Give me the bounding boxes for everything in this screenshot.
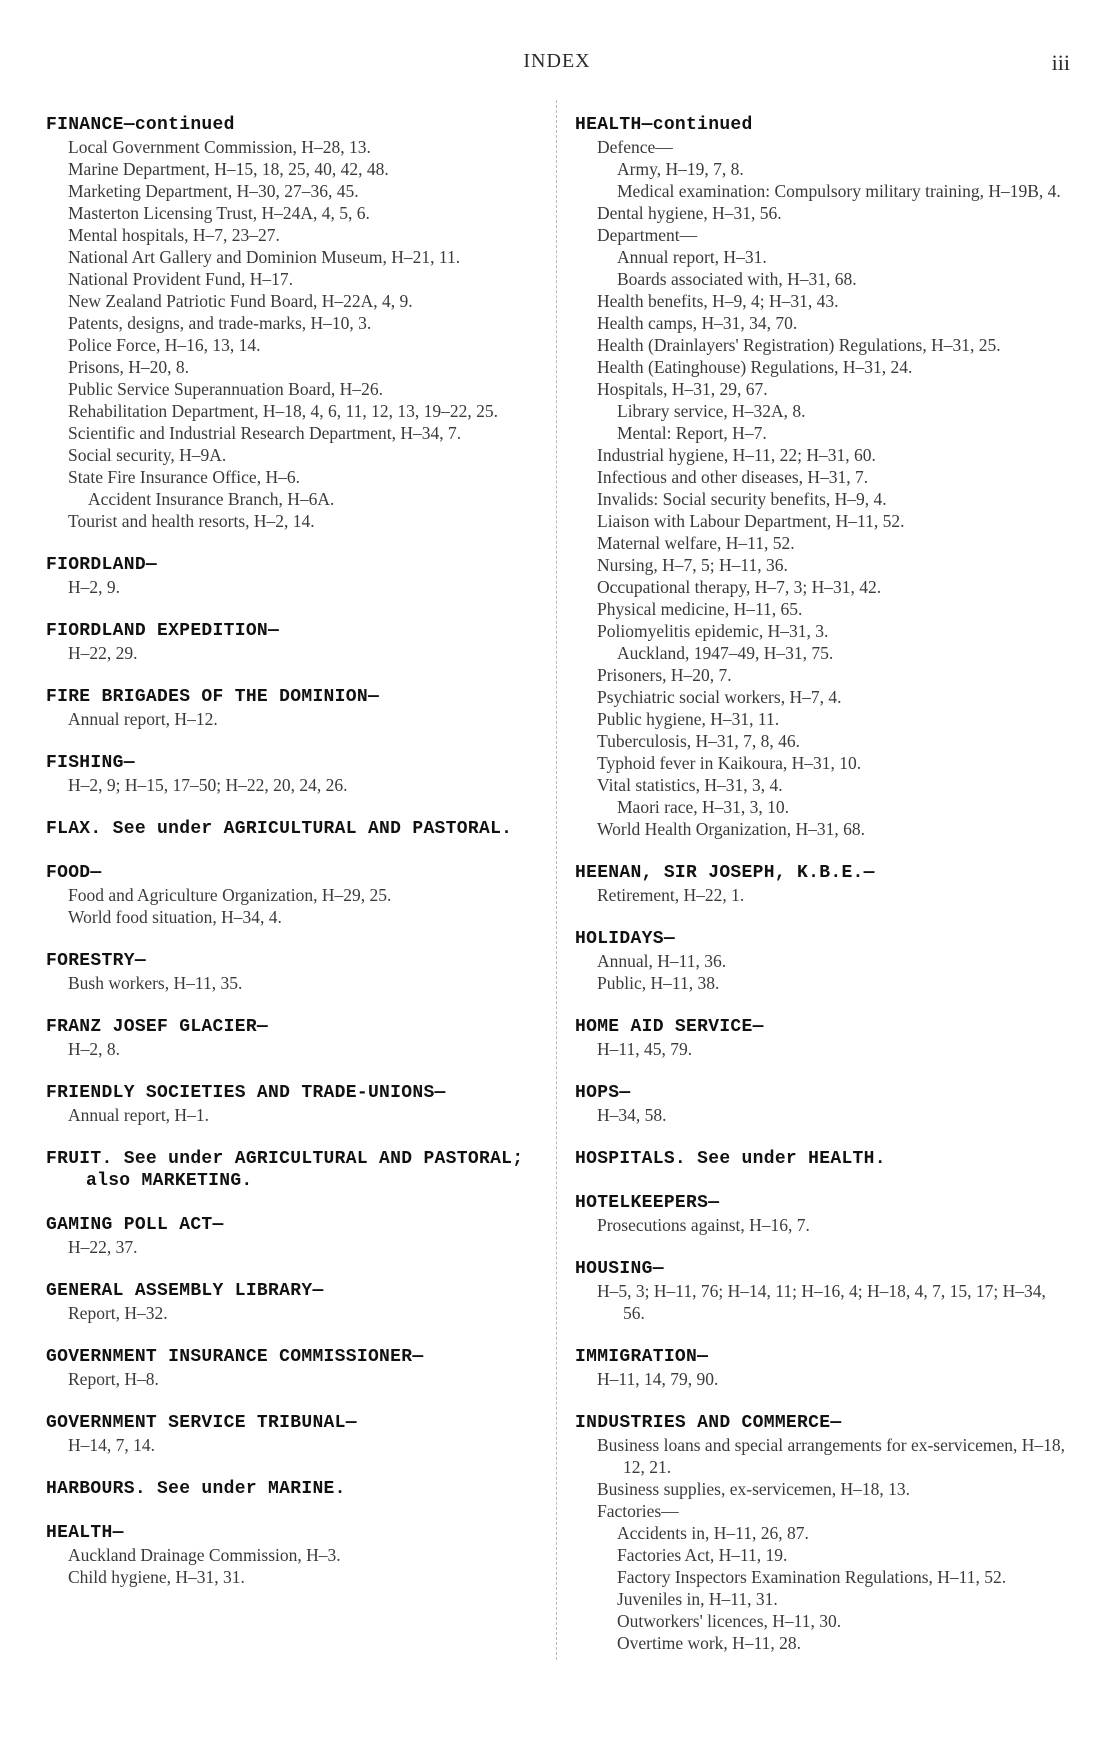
index-entry: Scientific and Industrial Research Department, H–34, 7. <box>68 423 462 443</box>
index-entry: Social security, H–9A. <box>68 445 227 465</box>
index-heading: INDUSTRIES AND COMMERCE— <box>575 1413 842 1433</box>
index-entry: Annual, H–11, 36. <box>597 951 727 971</box>
index-heading: GOVERNMENT SERVICE TRIBUNAL— <box>46 1413 357 1433</box>
index-entry: Poliomyelitis epidemic, H–31, 3. <box>597 621 829 641</box>
index-entry: World food situation, H–34, 4. <box>68 907 282 927</box>
index-entry: H–22, 29. <box>68 643 138 663</box>
index-entry: Patents, designs, and trade-marks, H–10, 3. <box>68 313 372 333</box>
index-entry: Mental hospitals, H–7, 23–27. <box>68 225 280 245</box>
index-section <box>575 1258 1065 1324</box>
index-entry: Tuberculosis, H–31, 7, 8, 46. <box>597 731 801 751</box>
index-section <box>46 620 536 664</box>
index-section <box>46 1082 536 1126</box>
index-heading: HEALTH— <box>46 1523 124 1543</box>
index-section <box>46 1214 536 1258</box>
index-entry: Bush workers, H–11, 35. <box>68 973 243 993</box>
index-entry: Food and Agriculture Organization, H–29, 25. <box>68 885 392 905</box>
index-heading: HOUSING— <box>575 1259 664 1279</box>
index-entry: Public Service Superannuation Board, H–26. <box>68 379 383 399</box>
index-heading: FIORDLAND— <box>46 555 158 575</box>
index-entry: Occupational therapy, H–7, 3; H–31, 42. <box>597 577 882 597</box>
page-number: iii <box>1051 50 1070 75</box>
index-subentry: Army, H–19, 7, 8. <box>617 159 744 179</box>
index-entry: Invalids: Social security benefits, H–9, 4. <box>597 489 887 509</box>
left-column <box>46 114 536 1588</box>
index-entry: Public hygiene, H–31, 11. <box>597 709 780 729</box>
index-entry: Report, H–8. <box>68 1369 159 1389</box>
index-entry: H–14, 7, 14. <box>68 1435 156 1455</box>
index-subentry: Auckland, 1947–49, H–31, 75. <box>617 643 834 663</box>
index-entry: Child hygiene, H–31, 31. <box>68 1567 245 1587</box>
index-heading: HOTELKEEPERS— <box>575 1193 720 1213</box>
index-section <box>575 1082 1065 1126</box>
index-entry: Prisoners, H–20, 7. <box>597 665 732 685</box>
index-entry: Annual report, H–1. <box>68 1105 209 1125</box>
index-entry: Local Government Commission, H–28, 13. <box>68 137 371 157</box>
index-heading: HOME AID SERVICE— <box>575 1017 764 1037</box>
index-entry: Typhoid fever in Kaikoura, H–31, 10. <box>597 753 862 773</box>
index-entry: Police Force, H–16, 13, 14. <box>68 335 261 355</box>
index-entry: Health camps, H–31, 34, 70. <box>597 313 798 333</box>
index-entry: Dental hygiene, H–31, 56. <box>597 203 782 223</box>
index-heading: FORESTRY— <box>46 951 146 971</box>
index-section <box>46 1280 536 1324</box>
index-entry: Rehabilitation Department, H–18, 4, 6, 11, 12, 13, 19–22, 25. <box>68 401 498 421</box>
index-heading: FLAX. See under AGRICULTURAL AND PASTORAL. <box>46 819 513 839</box>
index-section <box>46 686 536 730</box>
index-entry: H–2, 9; H–15, 17–50; H–22, 20, 24, 26. <box>68 775 348 795</box>
index-entry: Liaison with Labour Department, H–11, 52. <box>597 511 905 531</box>
index-entry: H–2, 9. <box>68 577 121 597</box>
index-entry: Psychiatric social workers, H–7, 4. <box>597 687 842 707</box>
index-section <box>46 1412 536 1456</box>
index-entry: Health (Drainlayers' Registration) Regulations, H–31, 25. <box>597 335 1001 355</box>
index-entry: Business loans and special arrangements for ex-servicemen, H–18, 12, 21. <box>597 1435 1065 1477</box>
index-entry: Nursing, H–7, 5; H–11, 36. <box>597 555 788 575</box>
index-heading: GAMING POLL ACT— <box>46 1215 224 1235</box>
index-heading: FIORDLAND EXPEDITION— <box>46 621 280 641</box>
index-section <box>575 1148 1065 1170</box>
page-header <box>0 48 1114 78</box>
index-entry: Marine Department, H–15, 18, 25, 40, 42, 48. <box>68 159 389 179</box>
index-subentry: Factories Act, H–11, 19. <box>617 1545 788 1565</box>
index-heading: FRUIT. See under AGRICULTURAL AND PASTORAL; also MARKETING. <box>46 1149 524 1191</box>
index-section <box>46 752 536 796</box>
index-entry: National Art Gallery and Dominion Museum, H–21, 11. <box>68 247 461 267</box>
index-subentry: Accident Insurance Branch, H–6A. <box>88 489 335 509</box>
index-entry: Infectious and other diseases, H–31, 7. <box>597 467 869 487</box>
index-heading: FINANCE—continued <box>46 115 235 135</box>
index-heading: GOVERNMENT INSURANCE COMMISSIONER— <box>46 1347 424 1367</box>
index-subentry: Factory Inspectors Examination Regulations, H–11, 52. <box>617 1567 1007 1587</box>
index-entry: Health (Eatinghouse) Regulations, H–31, 24. <box>597 357 913 377</box>
index-section <box>46 1346 536 1390</box>
index-subentry: Accidents in, H–11, 26, 87. <box>617 1523 809 1543</box>
index-entry: H–11, 14, 79, 90. <box>597 1369 719 1389</box>
index-entry: Department— <box>597 225 698 245</box>
index-section <box>46 114 536 532</box>
index-heading: FOOD— <box>46 863 102 883</box>
index-entry: Hospitals, H–31, 29, 67. <box>597 379 768 399</box>
index-heading: HOLIDAYS— <box>575 929 675 949</box>
index-heading: FRIENDLY SOCIETIES AND TRADE-UNIONS— <box>46 1083 446 1103</box>
index-entry: H–5, 3; H–11, 76; H–14, 11; H–16, 4; H–18, 4, 7, 15, 17; H–34, 56. <box>597 1281 1046 1323</box>
index-entry: Factories— <box>597 1501 679 1521</box>
index-section <box>46 1522 536 1588</box>
index-subentry: Boards associated with, H–31, 68. <box>617 269 857 289</box>
index-entry: Defence— <box>597 137 673 157</box>
index-section <box>575 1412 1065 1654</box>
index-entry: H–2, 8. <box>68 1039 121 1059</box>
index-subentry: Medical examination: Compulsory military training, H–19B, 4. <box>617 181 1061 201</box>
index-entry: Masterton Licensing Trust, H–24A, 4, 5, 6. <box>68 203 370 223</box>
index-entry: Marketing Department, H–30, 27–36, 45. <box>68 181 359 201</box>
index-entry: Public, H–11, 38. <box>597 973 720 993</box>
index-heading: HOPS— <box>575 1083 631 1103</box>
index-entry: H–22, 37. <box>68 1237 138 1257</box>
index-heading: HOSPITALS. See under HEALTH. <box>575 1149 886 1169</box>
index-entry: H–34, 58. <box>597 1105 667 1125</box>
index-entry: Maternal welfare, H–11, 52. <box>597 533 795 553</box>
index-entry: World Health Organization, H–31, 68. <box>597 819 866 839</box>
index-entry: New Zealand Patriotic Fund Board, H–22A, 4, 9. <box>68 291 413 311</box>
index-heading: HEENAN, SIR JOSEPH, K.B.E.— <box>575 863 875 883</box>
index-entry: Retirement, H–22, 1. <box>597 885 745 905</box>
index-section <box>575 1016 1065 1060</box>
index-entry: Vital statistics, H–31, 3, 4. <box>597 775 783 795</box>
index-entry: Prisons, H–20, 8. <box>68 357 190 377</box>
index-entry: National Provident Fund, H–17. <box>68 269 294 289</box>
index-section <box>46 950 536 994</box>
index-heading: HEALTH—continued <box>575 115 753 135</box>
index-entry: Health benefits, H–9, 4; H–31, 43. <box>597 291 839 311</box>
index-heading: IMMIGRATION— <box>575 1347 709 1367</box>
index-section <box>46 818 536 840</box>
index-section <box>575 1346 1065 1390</box>
index-entry: State Fire Insurance Office, H–6. <box>68 467 300 487</box>
index-section <box>46 1148 536 1192</box>
index-subentry: Annual report, H–31. <box>617 247 767 267</box>
index-subentry: Outworkers' licences, H–11, 30. <box>617 1611 842 1631</box>
page-title: INDEX <box>523 50 591 72</box>
index-heading: FISHING— <box>46 753 135 773</box>
index-section <box>575 862 1065 906</box>
index-section <box>46 554 536 598</box>
index-heading: FRANZ JOSEF GLACIER— <box>46 1017 269 1037</box>
index-section <box>575 114 1065 840</box>
index-subentry: Maori race, H–31, 3, 10. <box>617 797 790 817</box>
index-entry: Annual report, H–12. <box>68 709 218 729</box>
index-section <box>46 862 536 928</box>
index-entry: Auckland Drainage Commission, H–3. <box>68 1545 341 1565</box>
index-heading: HARBOURS. See under MARINE. <box>46 1479 346 1499</box>
index-section <box>46 1016 536 1060</box>
index-entry: Physical medicine, H–11, 65. <box>597 599 803 619</box>
right-column <box>575 114 1065 1654</box>
column-divider <box>556 100 557 1660</box>
index-section <box>46 1478 536 1500</box>
index-section <box>575 928 1065 994</box>
index-subentry: Overtime work, H–11, 28. <box>617 1633 802 1653</box>
index-entry: H–11, 45, 79. <box>597 1039 693 1059</box>
index-heading: FIRE BRIGADES OF THE DOMINION— <box>46 687 380 707</box>
index-heading: GENERAL ASSEMBLY LIBRARY— <box>46 1281 324 1301</box>
index-entry: Business supplies, ex-servicemen, H–18, 13. <box>597 1479 911 1499</box>
index-entry: Report, H–32. <box>68 1303 168 1323</box>
index-entry: Prosecutions against, H–16, 7. <box>597 1215 810 1235</box>
index-subentry: Library service, H–32A, 8. <box>617 401 806 421</box>
index-section <box>575 1192 1065 1236</box>
index-entry: Tourist and health resorts, H–2, 14. <box>68 511 315 531</box>
index-entry: Industrial hygiene, H–11, 22; H–31, 60. <box>597 445 876 465</box>
index-subentry: Juveniles in, H–11, 31. <box>617 1589 778 1609</box>
index-subentry: Mental: Report, H–7. <box>617 423 767 443</box>
